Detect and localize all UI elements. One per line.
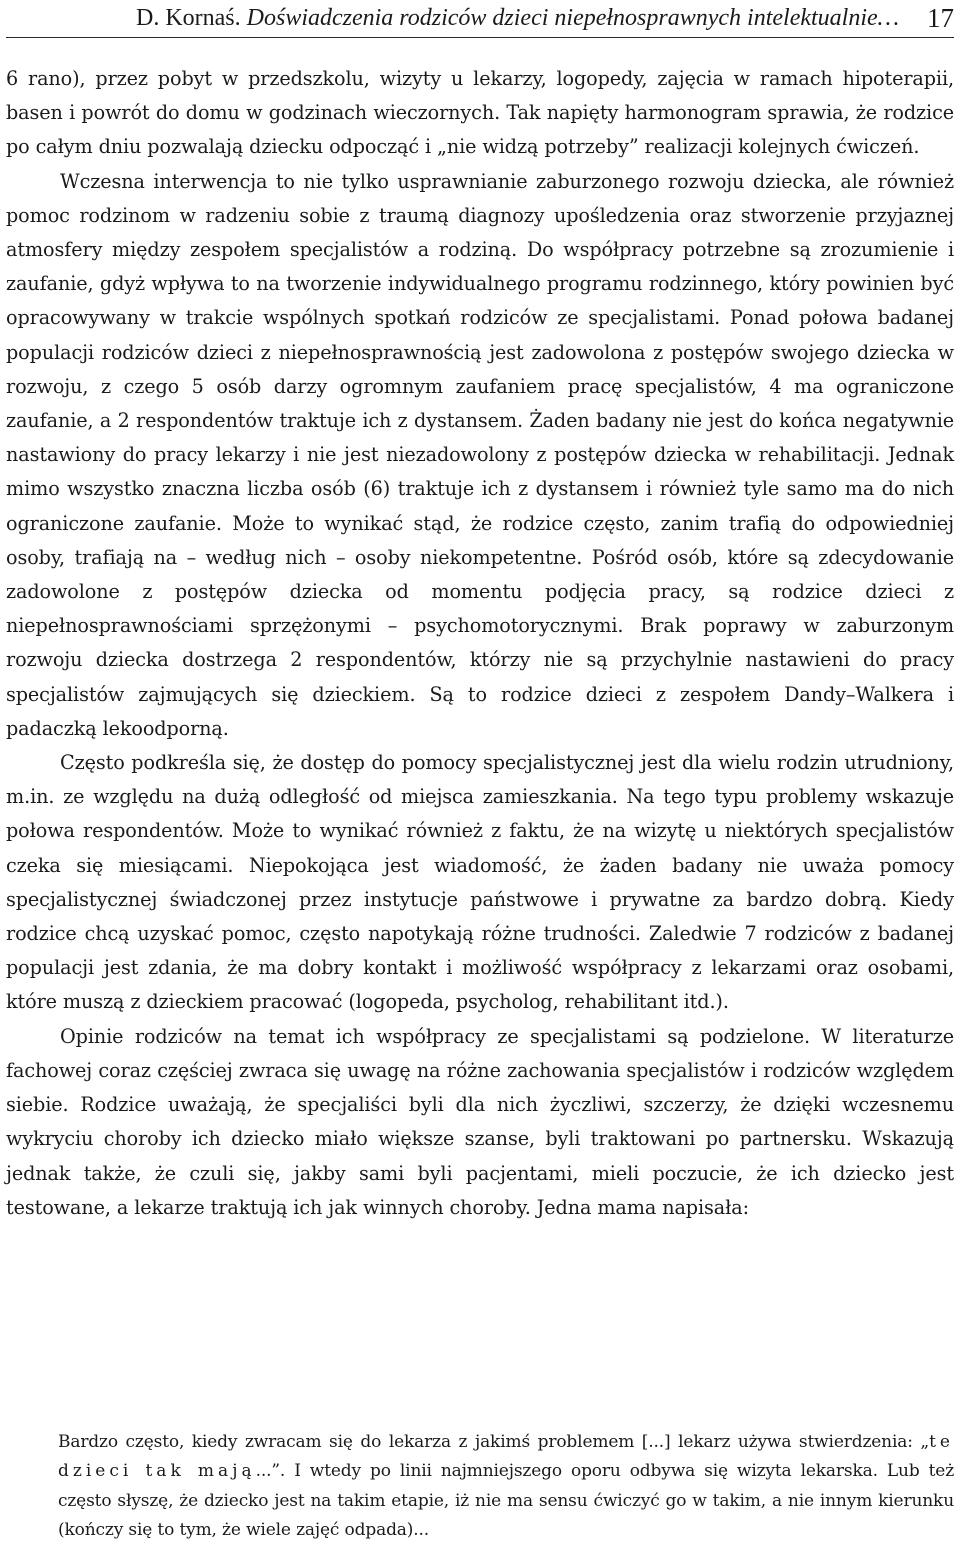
page-number: 17 [927,3,954,33]
block-quote [58,1428,954,1546]
header-title: Doświadczenia rodziców dzieci niepełnosprawnych intelektualnie… [246,5,899,31]
body-text [6,62,954,1225]
running-header [6,0,954,38]
quote-text-part2: ...”. I wtedy po linii najmniejszego oporu odbywa się wizyta lekarska. Lub też często słyszę, że dziecko jest na takim etapie, iż nie ma sensu ćwiczyć go w takim, a nie innym kierunku (kończy się to tym, że wiele zajęć odpada)... [58,1461,954,1541]
paragraph-access-to-help: Często podkreśla się, że dostęp do pomocy specjalistycznej jest dla wielu rodzin utrudniony, m.in. ze względu na dużą odległość od miejsca zamieszkania. Na tego typu problemy wskazuje połowa respondentów. Może to wynikać również z faktu, że na wizytę u niektórych specjalistów czeka się miesiącami. Niepokojąca jest wiadomość, że żaden badany nie uważa pomocy specjalistycznej świadczonej przez instytucje państwowe i prywatne za bardzo dobrą. Kiedy rodzice chcą uzyskać pomoc, często napotykają różne trudności. Zaledwie 7 rodziców z badanej populacji jest zdania, że ma dobry kontakt i możliwość współpracy z lekarzami oraz osobami, które muszą z dzieckiem pracować (logopeda, psycholog, rehabilitant itd.). [6,751,954,1014]
quote-text-part1: Bardzo często, kiedy zwracam się do lekarza z jakimś problemem [...] lekarz używa stwierdzenia: „ [58,1432,930,1452]
header-author: D. Kornaś. [135,5,241,31]
paragraph-early-intervention: Wczesna interwencja to nie tylko usprawnianie zaburzonego rozwoju dziecka, ale również pomoc rodzinom w radzeniu sobie z traumą diagnozy upośledzenia oraz stworzenie przyjaznej atmosfery między zespołem specjalistów a rodziną. Do współpracy potrzebne są zrozumienie i zaufanie, gdyż wpływa to na tworzenie indywidualnego programu rodzinnego, który powinien być opracowywany w trakcie wspólnych spotkań rodziców ze specjalistami. Ponad połowa badanej populacji rodziców dzieci z niepełnosprawnością jest zadowolona z postępów swojego dziecka w rozwoju, z czego 5 osób darzy ogromnym zaufaniem pracę specjalistów, 4 ma ograniczone zaufanie, a 2 respondentów traktuje ich z dystansem. Żaden badany nie jest do końca negatywnie nastawiony do pracy lekarzy i nie jest niezadowolony z postępów dziecka w rehabilitacji. Jednak mimo wszystko znaczna liczba osób (6) traktuje ich z dystansem i również tyle samo ma do nich ograniczone zaufanie. Może to wynikać stąd, że rodzice często, zanim trafią do odpowiedniej osoby, trafiają na – według nich – osoby niekompetentne. Pośród osób, które są zdecydowanie zadowolone z postępów dziecka od momentu podjęcia pracy, są rodzice dzieci z niepełnosprawnościami sprzężonymi – psychomotorycznymi. Brak poprawy w zaburzonym rozwoju dziecka dostrzega 2 respondentów, którzy nie są przychylnie nastawieni do pracy specjalistów zajmujących się dzieckiem. Są to rodzice dzieci z zespołem Dandy–Walkera i padaczką lekoodporną. [6,169,954,740]
paragraph-continuation: 6 rano), przez pobyt w przedszkolu, wizyty u lekarzy, logopedy, zajęcia w ramach hipoterapii, basen i powrót do domu w godzinach wieczornych. Tak napięty harmonogram sprawia, że rodzice po całym dniu pozwalają dziecku odpocząć i „nie widzą potrzeby” realizacji kolejnych ćwiczeń. [6,67,954,159]
quote-spaced-phrase: te dzieci tak mają [58,1432,954,1482]
paragraph-parent-opinions: Opinie rodziców na temat ich współpracy ze specjalistami są podzielone. W literaturze fachowej coraz częściej zwraca się uwagę na różne zachowania specjalistów i rodziców względem siebie. Rodzice uważają, że specjaliści byli dla nich życzliwi, szczerzy, że dzięki wczesnemu wykryciu choroby ich dziecko miało większe szanse, byli traktowani po partnersku. Wskazują jednak także, że czuli się, jakby sami byli pacjentami, mieli poczucie, że ich dziecko jest testowane, a lekarze traktują ich jak winnych choroby. Jedna mama napisała: [6,1024,954,1219]
quote-text [58,1428,954,1546]
